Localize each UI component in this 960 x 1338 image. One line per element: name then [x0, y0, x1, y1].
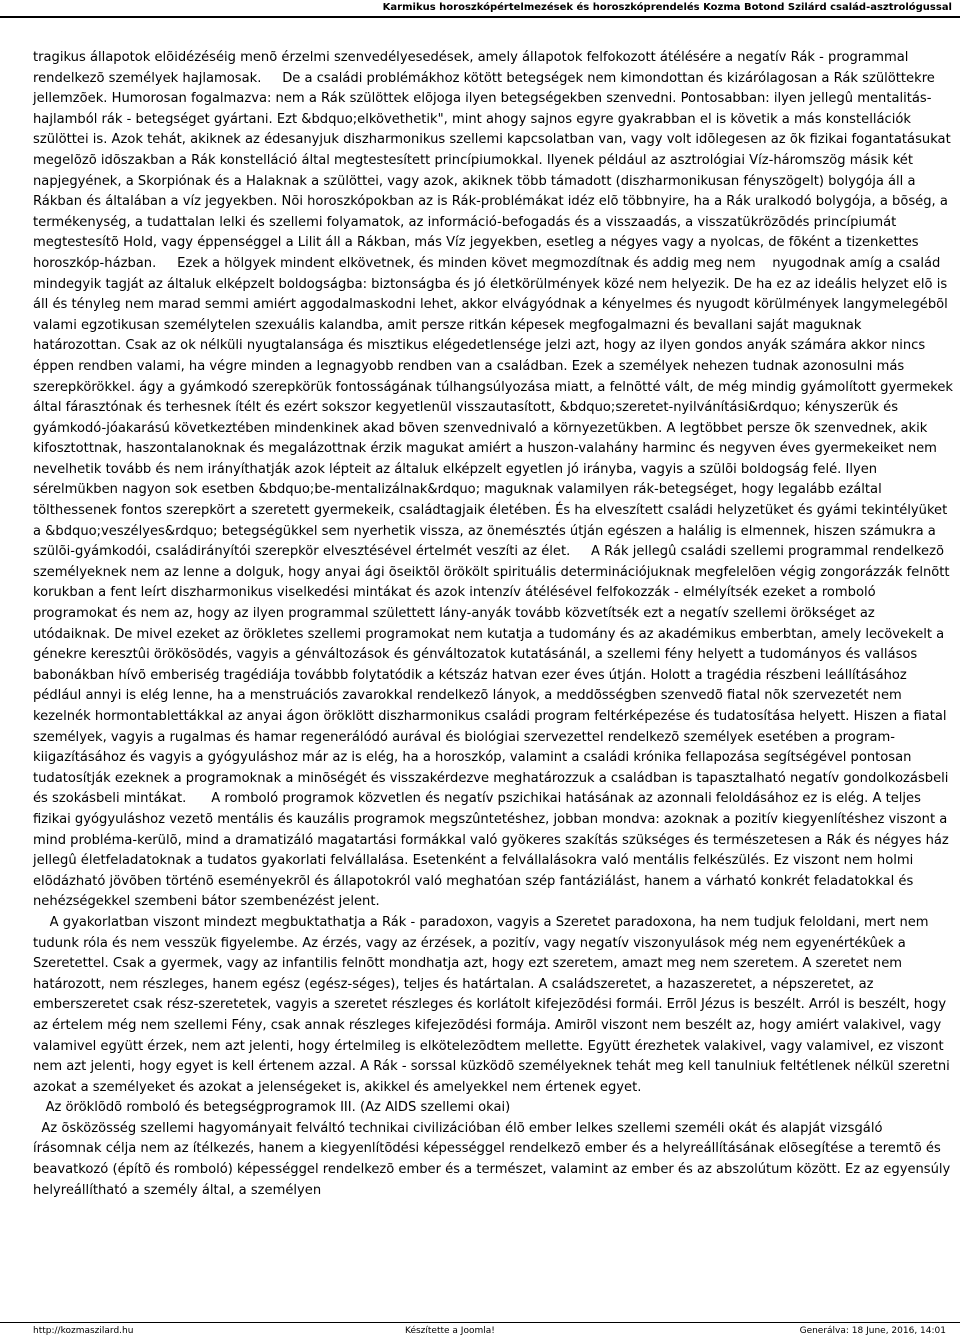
section-heading: Az öröklõdõ romboló és betegségprogramok III. (Az AIDS szellemi okai)	[33, 1100, 511, 1116]
footer-credit: Készítette a Joomla!	[405, 1326, 495, 1336]
footer-generated-date: Generálva: 18 June, 2016, 14:01	[799, 1326, 946, 1336]
article-body	[33, 48, 958, 1201]
page-header	[0, 0, 960, 16]
site-title: Karmikus horoszkópértelmezések és horoszkóprendelés Kozma Botond Szilárd család-asztrológussal	[382, 2, 952, 13]
footer-url-link[interactable]: http://kozmaszilard.hu	[33, 1326, 134, 1336]
article-paragraph: A gyakorlatban viszont mindezt megbuktathatja a Rák - paradoxon, vagyis a Szeretet paradoxona, ha nem tudjuk feloldani, mert nem tudunk róla és nem vesszük figyelembe. Az érzés, vagy az érzések, a pozitív, vagy negatív viszonyulások még nem egyenértékûek a Szeretettel. Csak a gyermek, vagy az infantilis felnõtt mondhatja azt, hogy ezt szeretem, amazt meg nem szeretem. A szeretet nem határozott, nem részleges, hanem egész (egész-séges), teljes és határtalan. A családszeretet, a hazaszeretet, a népszeretet, az emberszeretet csak rész-szeretetek, vagyis a szeretet részleges és korlátolt kifejezõdési formái. Errõl Jézus is beszélt. Arról is beszélt, hogy az értelem még nem szellemi Fény, csak annak részleges kifejezõdési formája. Amirõl viszont nem beszélt az, hogy amiért valakivel, vagy valamivel együtt érzek, nem azt jelenti, hogy értelmileg is elkötelezõdtem mellette. Együtt érezhetek valakivel, vagy valamivel, ez viszont nem azt jelenti, hogy egyet is kell értenem azzal. A Rák - sorssal küzködõ személyeknek tehát meg kell tanulniuk feltétlenek nélkül szeretni azokat a személyeket és azokat a jelenségeket is, akikkel és amelyekkel nem értenek egyet.	[33, 914, 954, 1095]
footer-divider	[0, 1322, 960, 1323]
header-divider	[0, 16, 960, 18]
article-paragraph: tragikus állapotok elõidézéséig menõ érzelmi szenvedélyesedések, amely állapotok felfokozott átélésére a negatív Rák - programmal rendelkezõ személyek hajlamosak. De a családi problémákhoz kötött betegségek nem kimondottan és kizárólagosan a Rák szülöttekre jellemzõek. Humorosan fogalmazva: nem a Rák szülöttek elõjoga ilyen betegségekben szenvedni. Pontosabban: ilyen jellegû mentalitás-hajlamból rák - betegséget gyártani. Ezt &bdquo;elkövethetik", mint ahogy sajnos egyre gyakrabban el is követik a más konstellációk szülöttei is. Azok tehát, akiknek az édesanyjuk diszharmonikus szellemi kapcsolatban van, vagy volt idõlegesen az õk fizikai fogantatásukat megelõzõ idõszakban a Rák konstelláció által megtestesített princípiumokkal. Ilyenek például az asztrológiai Víz-háromszög másik két napjegyének, a Skorpiónak és a Halaknak a szülöttei, vagy azok, akiknek több támadott (diszharmonikusan fényszögelt) bolygója áll a Rákban és általában a víz jegyekben. Nõi horoszkópokban az is Rák-problémákat idéz elõ többnyire, ha a Rák uralkodó bolygója, a bõség, a termékenység, a tudattalan lelki és szellemi folyamatok, az információ-befogadás és a visszaadás, a visszatükrözõdés princípiumát megtestesítõ Hold, vagy éppenséggel a Lilit áll a Rákban, más Víz jegyekben, esetleg a négyes vagy a nyolcas, de fõként a tizenkettes horoszkóp-házban. Ezek a hölgyek mindent elkövetnek, és minden követ megmozdítnak és addig meg nem nyugodnak amíg a család mindegyik tagját az általuk elképzelt boldogságba: biztonságba és jó életkörülmények közé nem helyezik. De ha ez az ideális helyzet elõ is áll és tényleg nem marad semmi amiért aggodalmaskodni lehet, akkor elvágyódnak a kényelmes és nyugodt körülmények langymelegébõl valami egzotikusan személytelen szexuális kalandba, amit persze ritkán képesek megfogalmazni és bevallani saját maguknak határozottan. Csak az ok nélküli nyugtalansága és misztikus elégedetlensége jelzi azt, hogy az ilyen gondos anyák számára akkor nincs éppen rendben valami, ha végre minden a legnagyobb rendben van a családban. Ezek a személyek nehezen tudnak azonosulni más szerepkörökkel. ágy a gyámkodó szerepkörük fontosságának túlhangsúlyozása miatt, a felnõtté vált, de még mindig gyámolított gyermekek által fárasztónak és terhesnek ítélt és ezért sokszor kegyetlenül visszautasított, &bdquo;szeretet-nyilvánítási&rdquo; kényszerük és gyámkodó-jóakarású következtében mindenkinek akad bõven szenvednivaló a környezetükben. A legtöbbet persze õk szenvednek, akik kifosztottnak, haszontalanoknak és megalázottnak érzik magukat amiért a huszon-valahány harminc és negyven éves gyermekeiket nem nevelhetik tovább és nem irányíthatják azok lépteit az általuk elképzelt egyetlen jó irányba, vagyis a szülõi boldogság felé. Ilyen sérelmükben nagyon sok esetben &bdquo;be-mentalizálnak&rdquo; maguknak valamilyen rák-betegséget, hogy legalább ezáltal tölthessenek fontos szerepkört a szeretett gyermekeik, családtagjaik életében. És ha elveszített családi helyzetüket és gyámi tekintélyüket a &bdquo;veszélyes&rdquo; betegségükkel sem nyerhetik vissza, az önemésztés útján egészen a halálig is elmennek, hiszen számukra a szülõi-gyámkodói, családirányítói szerepkör elvesztésével értelmét veszíti az élet. A Rák jellegû családi szellemi programmal rendelkezõ személyeknek nem az lenne a dolguk, hogy anyai ági õseiktõl örökölt spirituális determinációjuknak megfelelõen végig zongorázzák felnõtt korukban a fent leírt diszharmonikus viselkedési mintákat és azok intenzív átélésével felfokozzák - elmélyítsék ezeket a romboló programokat és nem az, hogy az ilyen programmal születtett lány-anyák tovább közvetítsék ezt a negatív szellemi örökséget az utódaiknak. De mivel ezeket az örökletes szellemi programokat nem kutatja a tudomány és az akadémikus emberbtan, amely lecövekelt a génekre keresztûi örökösödés, vagyis a génváltozások és génváltozatok kutatásánál, a szellemi fény helyett a tudományos és vallásos babonákban hívõ emberiség tragédiája továbbb folytatódik a kétszáz hatvan ezer éves útján. Holott a tragédia részbeni leállításához pédlául annyi is elég lenne, ha a menstruációs zavarokkal rendelkezõ lányok, a meddõsségben szenvedõ fiatal nõk szervezetét nem kezelnék hormontablettákkal az anyai ágon öröklött diszharmonikus családi program feltérképezése és tudatosítása helyett. Hiszen a fiatal személyek, vagyis a rugalmas és hamar regenerálódó aurával és biológiai szervezettel rendelkezõ személyek esetében a program-kiigazításához és vagyis a gyógyuláshoz már az is elég, ha a horoszkóp, valamint a családi krónika fellapozása segítségével pontosan tudatosítják ezeknek a programoknak a minõségét és visszakérdezve meghatározzuk a családban is tapasztalható negatív gondolkozásbeli és szokásbeli mintákat. A romboló programok közvetlen és negatív pszichikai hatásának az azonnali feloldásához ez is elég. A teljes fizikai gyógyuláshoz vezetõ mentális és kauzális programok megszûntetéshez, jobban mondva: azoknak a pozitív kiegyenlítéshez viszont a mind probléma-kerülõ, mind a dramatizáló magatartási formákkal való gyökeres szakítás szükséges és természetesen a Rák és négyes ház jellegû életfeladatoknak a tudatos gyakorlati felvállalása. Esetenként a felvállalásokra való mentális felkészülés. Ez viszont nem holmi elõdázható jövõben történõ eseményekrõl és állapotokról való meghatóan szép fantáziálást, hanem a várható konkrét feladatokkal és nehézségekkel szembeni bátor szembenézést jelent.	[33, 50, 958, 910]
article-paragraph: Az õsközösség szellemi hagyományait felváltó technikai civilizációban élõ ember lelkes szellemi személi okát és alapját vizsgáló írásomnak célja nem az ítélkezés, hanem a kiegyenlítõdési képességgel rendelkezõ ember és a helyreállításának elõsegítése a teremtõ és beavatkozó (építõ és romboló) képességgel rendelkezõ ember és a természet, valamint az ember és az abszolútum között. Ez az egyensúly helyreállítható a személy által, a személyen	[33, 1120, 955, 1198]
